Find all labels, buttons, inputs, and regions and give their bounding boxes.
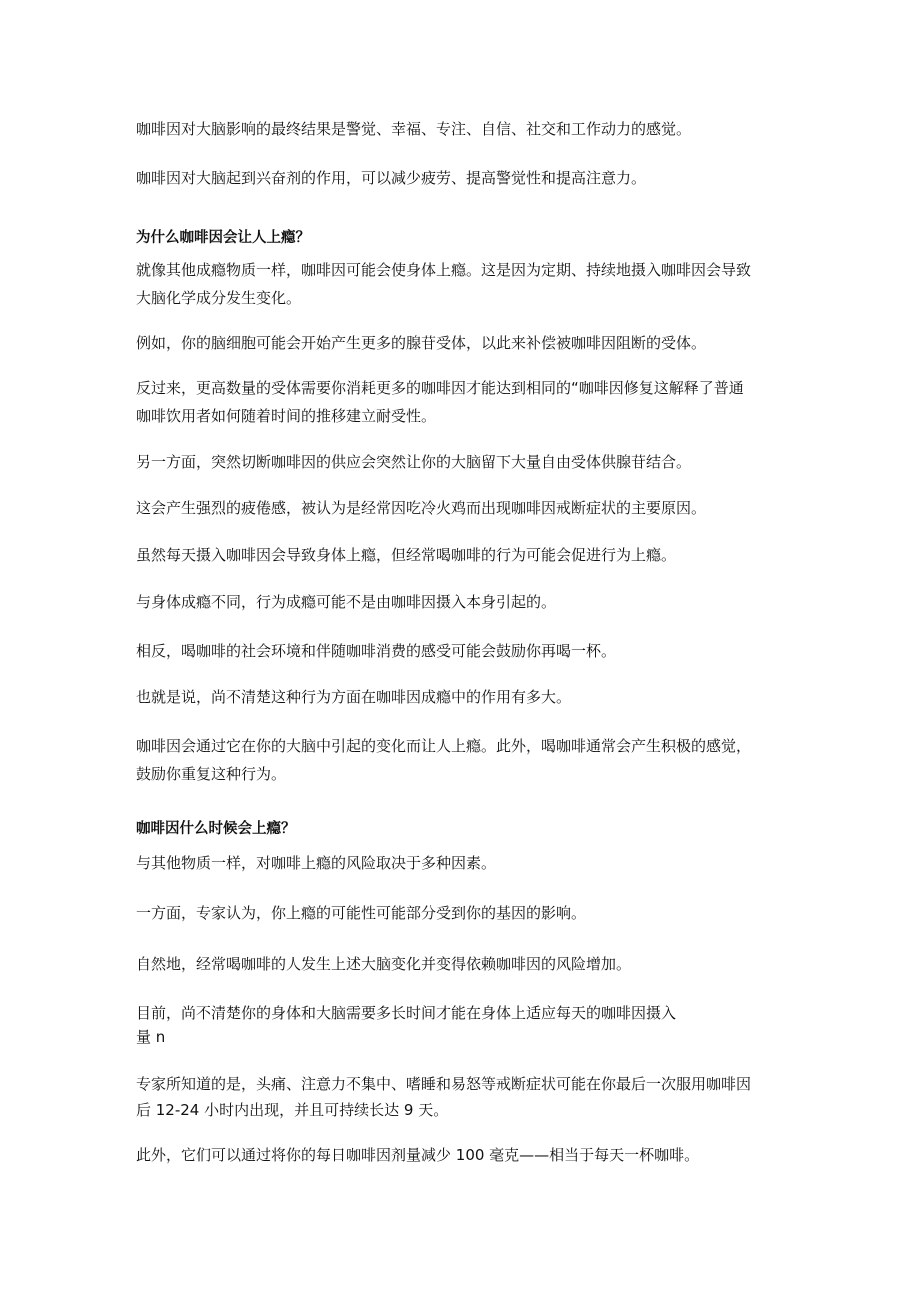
paragraph-line: 反过来，更高数量的受体需要你消耗更多的咖啡因才能达到相同的“咖啡因修复这解释了普通 <box>136 379 744 397</box>
paragraph-line: 就像其他成瘾物质一样，咖啡因可能会使身体上瘾。这是因为定期、持续地摄入咖啡因会导致 <box>136 261 752 279</box>
paragraph-line: 后 12-24 小时内出现，并且可持续长达 9 天。 <box>136 1101 449 1119</box>
paragraph-line: 咖啡饮用者如何随着时间的推移建立耐受性。 <box>136 407 437 425</box>
paragraph-line: 咖啡因对大脑起到兴奋剂的作用，可以减少疲劳、提高警觉性和提高注意力。 <box>136 169 647 187</box>
section-heading: 为什么咖啡因会让人上瘾？ <box>136 230 310 246</box>
paragraph-line: 鼓励你重复这种行为。 <box>136 765 287 783</box>
paragraph-line: 与其他物质一样，对咖啡上瘾的风险取决于多种因素。 <box>136 854 497 872</box>
paragraph-line: 目前，尚不清楚你的身体和大脑需要多长时间才能在身体上适应每天的咖啡因摄入 <box>136 1004 677 1022</box>
paragraph-line: 另一方面，突然切断咖啡因的供应会突然让你的大脑留下大量自由受体供腺苷结合。 <box>136 453 692 471</box>
paragraph-line: 专家所知道的是，头痛、注意力不集中、嗜睡和易怒等戒断症状可能在你最后一次服用咖啡因 <box>136 1075 752 1093</box>
paragraph-line: 咖啡因对大脑影响的最终结果是警觉、幸福、专注、自信、社交和工作动力的感觉。 <box>136 120 692 138</box>
paragraph-line: 与身体成瘾不同，行为成瘾可能不是由咖啡因摄入本身引起的。 <box>136 593 557 611</box>
paragraph-line: 也就是说，尚不清楚这种行为方面在咖啡因成瘾中的作用有多大。 <box>136 688 572 706</box>
paragraph-line: 量 n <box>136 1028 166 1046</box>
paragraph-line: 虽然每天摄入咖啡因会导致身体上瘾，但经常喝咖啡的行为可能会促进行为上瘾。 <box>136 546 677 564</box>
paragraph-line: 大脑化学成分发生变化。 <box>136 289 302 307</box>
section-heading: 咖啡因什么时候会上瘾？ <box>136 821 296 837</box>
paragraph-line: 此外，它们可以通过将你的每日咖啡因剂量减少 100 毫克——相当于每天一杯咖啡。 <box>136 1146 700 1164</box>
paragraph-line: 咖啡因会通过它在你的大脑中引起的变化而让人上瘾。此外，喝咖啡通常会产生积极的感觉， <box>136 737 752 755</box>
paragraph-line: 这会产生强烈的疲倦感，被认为是经常因吃冷火鸡而出现咖啡因戒断症状的主要原因。 <box>136 499 707 517</box>
paragraph-line: 一方面，专家认为，你上瘾的可能性可能部分受到你的基因的影响。 <box>136 904 587 922</box>
paragraph-line: 相反，喝咖啡的社会环境和伴随咖啡消费的感受可能会鼓励你再喝一杯。 <box>136 642 617 660</box>
paragraph-line: 例如，你的脑细胞可能会开始产生更多的腺苷受体，以此来补偿被咖啡因阻断的受体。 <box>136 334 707 352</box>
paragraph-line: 自然地，经常喝咖啡的人发生上述大脑变化并变得依赖咖啡因的风险增加。 <box>136 955 632 973</box>
